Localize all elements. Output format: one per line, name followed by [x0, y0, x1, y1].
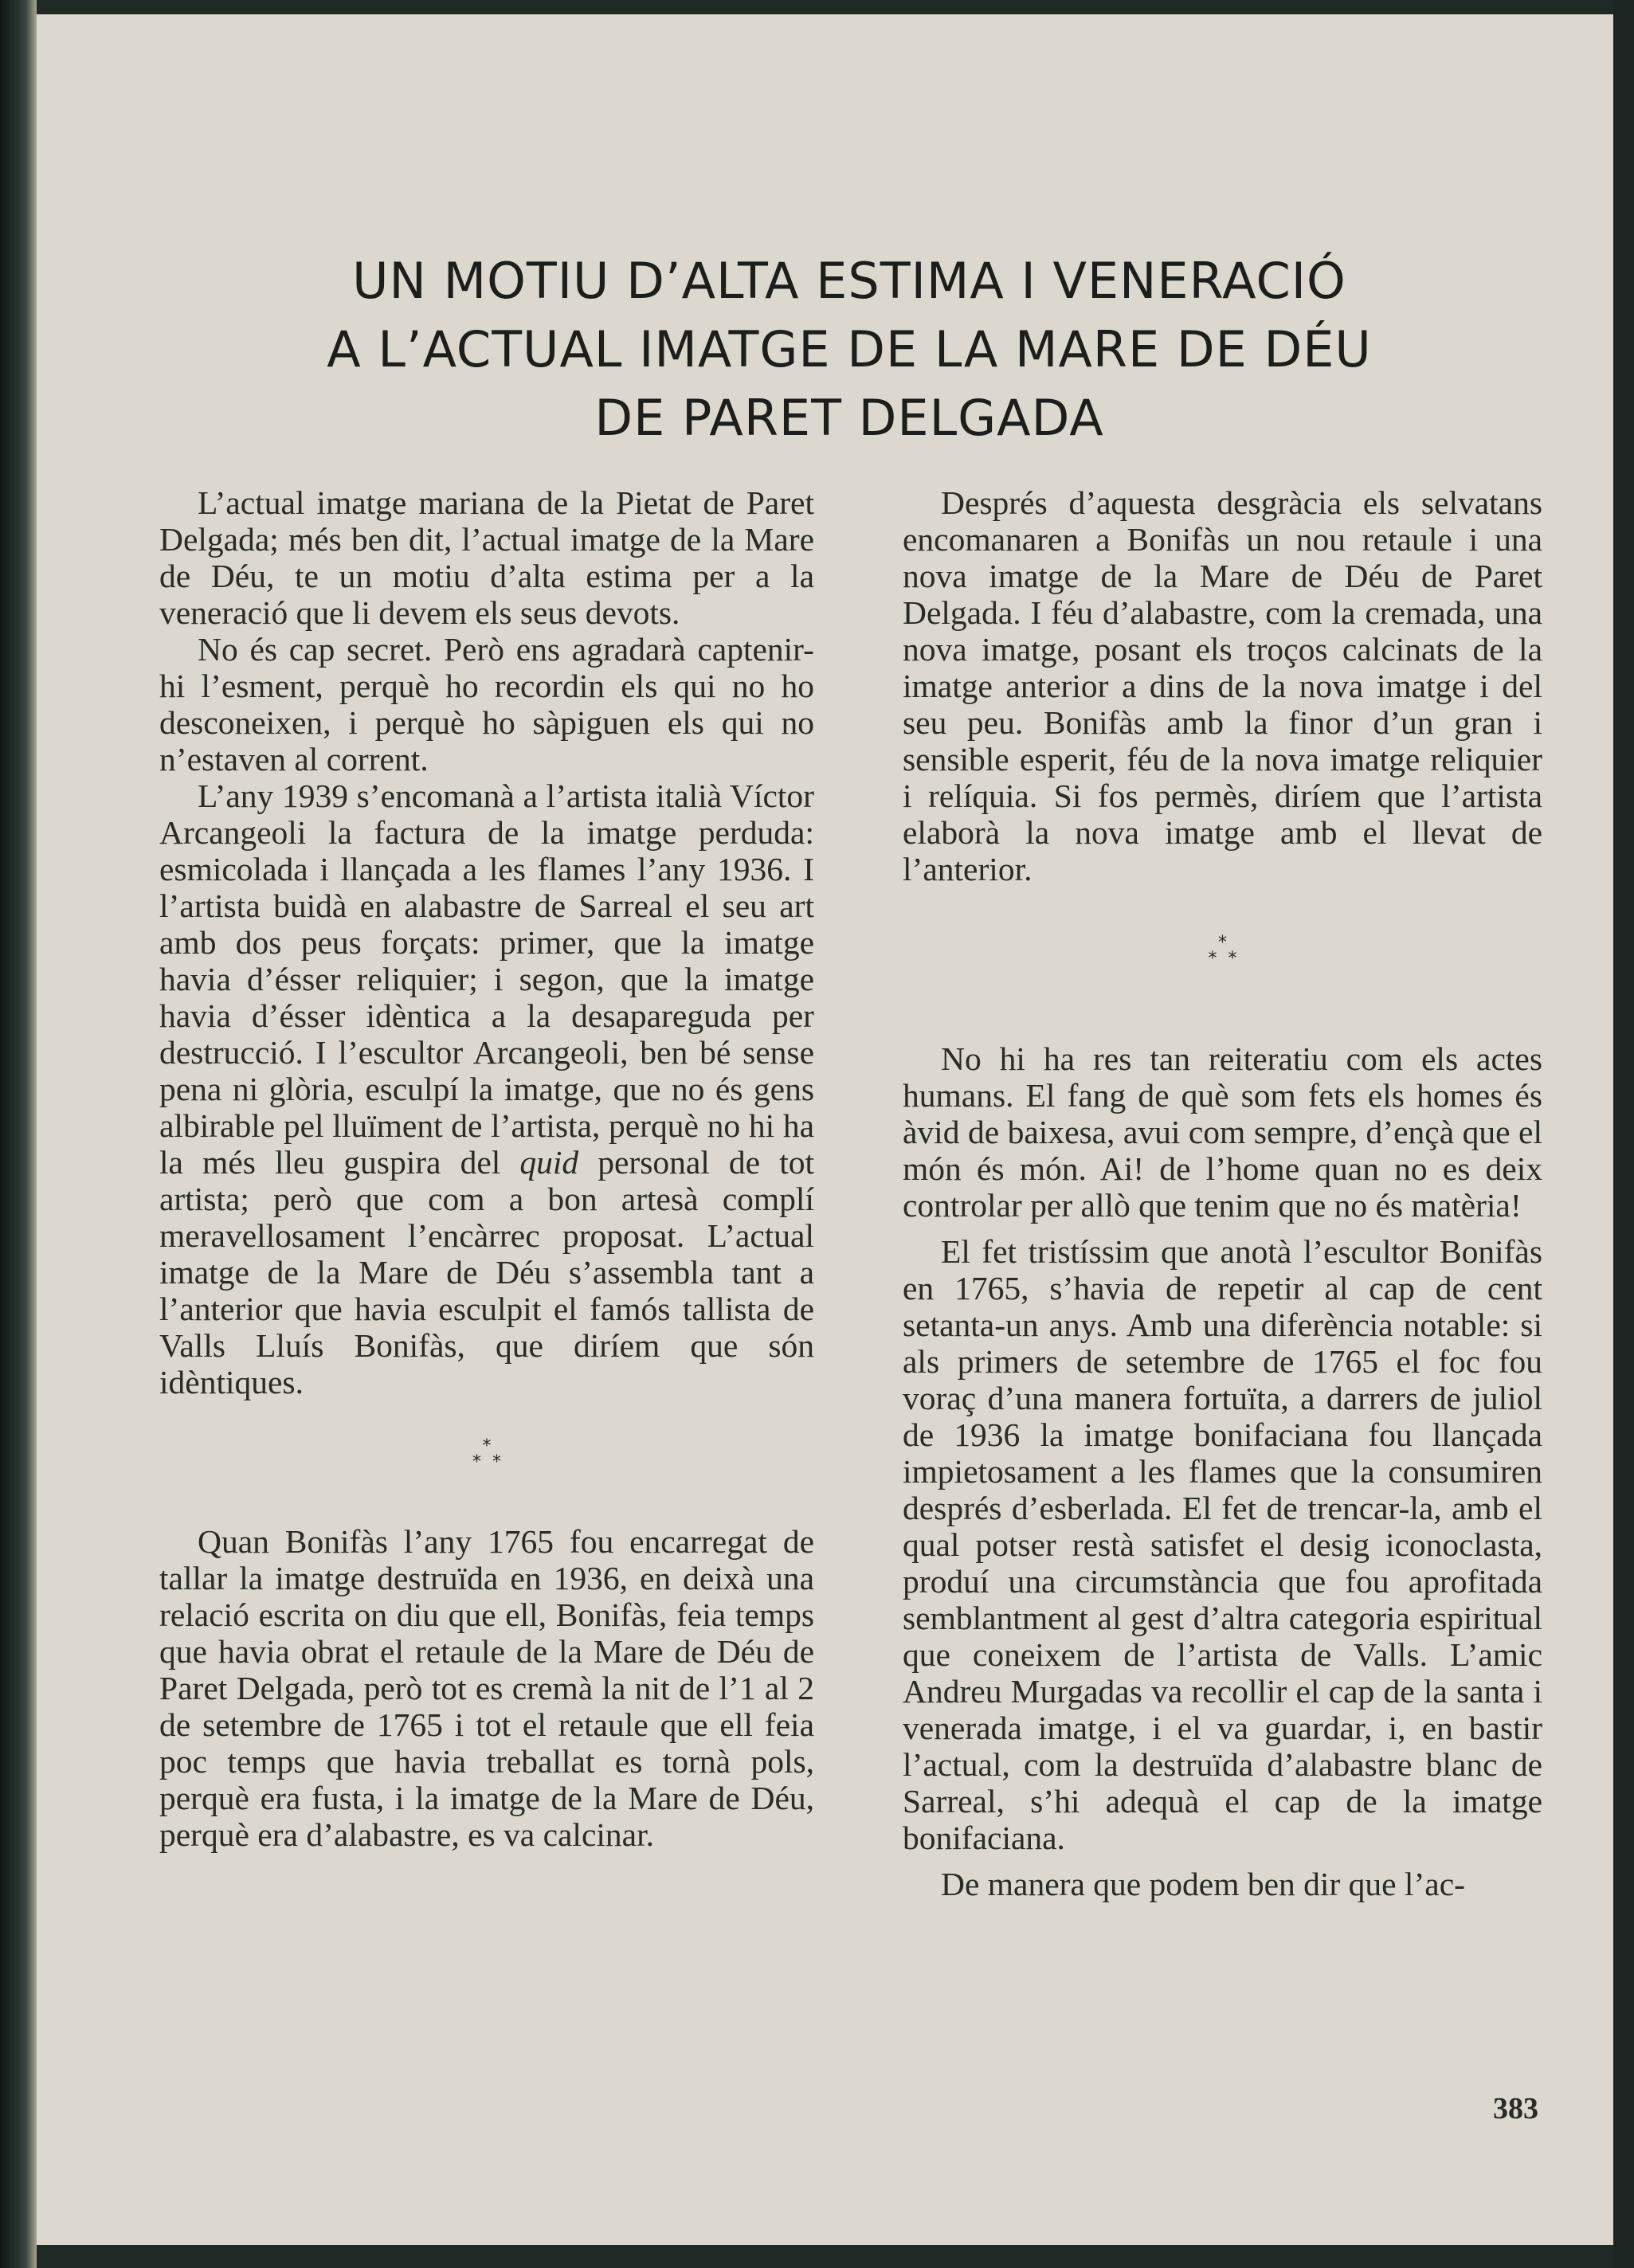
title-line-2: A L’ACTUAL IMATGE DE LA MARE DE DÉU: [327, 320, 1372, 378]
paragraph: El fet tristíssim que anotà l’escultor Bonifàs en 1765, s’havia de repetir al cap de cent setanta-un anys. Amb una diferència notable: si als primers de setembre de 1765 el foc fou voraç d’una manera fortuïta, a darrers de juliol de 1936 la imatge bonifaciana fou llançada impietosament a les flames que la consumiren després d’esberlada. El fet de trencar-la, amb el qual potser restà satisfet el desig iconoclasta, produí una circumstància que fou aprofitada semblantment al gest d’altra categoria espiritual que coneixem de l’artista de Valls. L’amic Andreu Murgadas va recollir el cap de la santa i venerada imatge, i el va guardar, i, en bastir l’actual, com la destruïda d’alabastre blanc de Sarreal, s’hi adequà el cap de la imatge bonifaciana.: [903, 1233, 1542, 1856]
title-line-1: UN MOTIU D’ALTA ESTIMA I VENERACIÓ: [352, 252, 1346, 310]
paragraph: Després d’aquesta desgràcia els selvatans encomanaren a Bonifàs un nou retaule i una nova imatge de la Mare de Déu de Paret Delgada. I féu d’alabastre, com la cremada, una nova imatge, posant els troços calcinats de la imatge anterior a dins de la nova imatge i del seu peu. Bonifàs amb la finor d’un gran i sensible esperit, féu de la nova imatge reliquier i relíquia. Si fos permès, diríem que l’artista elaborà la nova imatge amb el llevat de l’anterior.: [903, 484, 1542, 887]
paragraph: Quan Bonifàs l’any 1765 fou encarregat de tallar la imatge destruïda en 1936, en deixà una relació escrita on diu que ell, Bonifàs, feia temps que havia obrat el retaule de la Mare de Déu de Paret Delgada, però tot es cremà la nit de l’1 al 2 de setembre de 1765 i tot el retaule que ell feia poc temps que havia treballat es tornà pols, perquè era fusta, i la imatge de la Mare de Déu, perquè era d’alabastre, es va calcinar.: [159, 1523, 814, 1853]
paragraph: De manera que podem ben dir que l’ac-: [941, 1866, 1465, 1902]
title-line-3: DE PARET DELGADA: [594, 389, 1104, 447]
paragraph-text: L’any 1939 s’encomanà a l’artista italià Víctor Arcangeoli la factura de la imatge perduda: esmicolada i llançada a les flames l’any 1936. I l’artista buidà en alabastre de Sarreal el seu art amb dos peus forçats: primer, que la imatge havia d’ésser reliquier; i segon, que la imatge havia d’ésser idèntica a la desapareguda per destrucció. I l’escultor Arcangeoli, ben bé sense pena ni glòria, esculpí la imatge, que no és gens albirable pel lluïment de l’artista, perquè no hi ha la més lleu guspira del: [159, 778, 814, 1181]
scan-edge: [1613, 0, 1634, 2268]
left-column: [159, 484, 814, 1853]
paragraph: L’actual imatge mariana de la Pietat de Paret Delgada; més ben dit, l’actual imatge de la Mare de Déu, te un motiu d’alta estima per a la veneració que li devem els seus devots.: [159, 484, 814, 631]
paragraph-text: personal de tot artista; però que com a bon artesà complí meravellosament l’encàrrec proposat. L’actual imatge de la Mare de Déu s’assembla tant a l’anterior que havia esculpit el famós tallista de Valls Lluís Bonifàs, que diríem que són idèntiques.: [159, 1144, 815, 1400]
section-separator-stars: * * *: [472, 1436, 501, 1472]
page-number: 383: [1493, 2092, 1538, 2125]
book-spine: [0, 0, 37, 2268]
paragraph: No és cap secret. Però ens agradarà captenir-hi l’esment, perquè ho recordin els qui no ho desconeixen, i perquè ho sàpiguen els qui no n’estaven al corrent.: [159, 631, 814, 778]
section-separator-stars: * * *: [1208, 933, 1237, 969]
right-column: [903, 484, 1542, 1902]
paragraph: No hi ha res tan reiteratiu com els actes humans. El fang de què som fets els homes és àvid de baixesa, avui com sempre, d’ençà que el món és món. Ai! de l’home quan no es deix controlar per allò que tenim que no és matèria!: [903, 1040, 1542, 1224]
magazine-page: [24, 14, 1613, 2245]
italic-word: quid: [519, 1144, 579, 1181]
paragraph: [159, 778, 814, 1400]
article-title: [172, 247, 1526, 452]
